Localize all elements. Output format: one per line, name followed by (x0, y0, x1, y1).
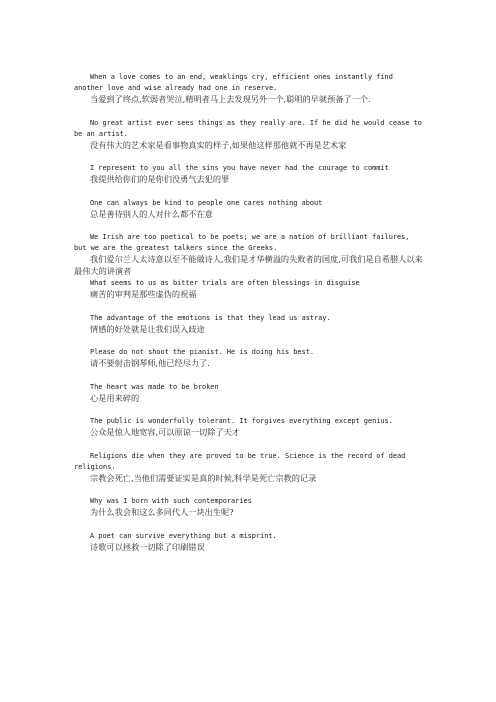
quote-entry (74, 198, 426, 221)
quote-entry (74, 278, 426, 301)
quote-chinese: 为什么我会和这么多同代人一块出生呢? (90, 507, 234, 517)
quote-entry (74, 416, 426, 439)
quote-list (74, 72, 426, 565)
quote-chinese: 痛苦的审判是那些虚伪的祝福 (90, 289, 197, 299)
quote-chinese: 我们爱尔兰人太诗意以至不能做诗人,我们是才华横溢的失败者的国度,可我们是自希腊人以来最伟大的讲演者 (74, 254, 423, 276)
quote-entry (74, 313, 426, 336)
quote-english: I represent to you all the sins you have never had the courage to commit (90, 164, 389, 172)
quote-chinese: 没有伟大的艺术家是看事物真实的样子,如果他这样那他就不再是艺术家 (90, 139, 347, 150)
quote-entry (74, 118, 426, 152)
quote-entry (74, 496, 426, 519)
quote-entry (74, 531, 426, 554)
quote-entry (74, 72, 426, 106)
quote-entry (74, 232, 426, 277)
quote-chinese: 我提供给你们的是你们没勇气去犯的罪 (90, 174, 230, 184)
quote-chinese: 情感的好处就是让我们误入歧途 (90, 323, 205, 334)
quote-entry (74, 163, 426, 186)
quote-english: The advantage of the emotions is that they lead us astray. (90, 313, 331, 322)
quote-english: When a love comes to an end, weaklings cry, efficient ones instantly find another love and wise already had one in reserve. (74, 73, 393, 92)
quote-chinese: 总是善待别人的人对什么都不在意 (90, 208, 213, 219)
quote-chinese: 当爱到了终点,软弱者哭泣,精明者马上去发现另外一个,聪明的早就预备了一个. (90, 94, 371, 104)
quote-chinese: 心是用来碎的 (90, 392, 140, 403)
quote-english: Please do not shoot the pianist. He is doing his best. (90, 348, 315, 356)
quote-english: Why was I born with such contemporaries (90, 497, 252, 505)
quote-chinese: 请不要射击钢琴师,他已经尽力了. (90, 358, 210, 368)
quote-english: The heart was made to be broken (90, 382, 219, 391)
quote-entry (74, 382, 426, 405)
quote-english: The public is wonderfully tolerant. It forgives everything except genius. (90, 417, 393, 425)
quote-chinese: 公众是惊人地宽容,可以原谅一切除了天才 (90, 427, 240, 437)
quote-english: A poet can survive everything but a misprint. (90, 531, 277, 540)
quote-english: What seems to us as bitter trials are often blessings in disguise (90, 279, 360, 287)
quote-english: We Irish are too poetical to be poets; we are a nation of brilliant failures, but we are the greatest talkers since the Greeks. (74, 233, 410, 252)
quote-entry (74, 451, 426, 485)
quote-english: No great artist ever sees things as they really are. If he did he would cease to be an artist. (74, 118, 422, 138)
quote-chinese: 宗教会死亡,当他们需要证实是真的时候,科学是死亡宗教的记录 (90, 472, 317, 483)
quote-english: Religions die when they are proved to be true. Science is the record of dead religions. (74, 451, 406, 471)
quote-english: One can always be kind to people one cares nothing about (90, 198, 323, 207)
quote-chinese: 诗歌可以拯救一切除了印刷错误 (90, 541, 205, 552)
quote-entry (74, 347, 426, 370)
